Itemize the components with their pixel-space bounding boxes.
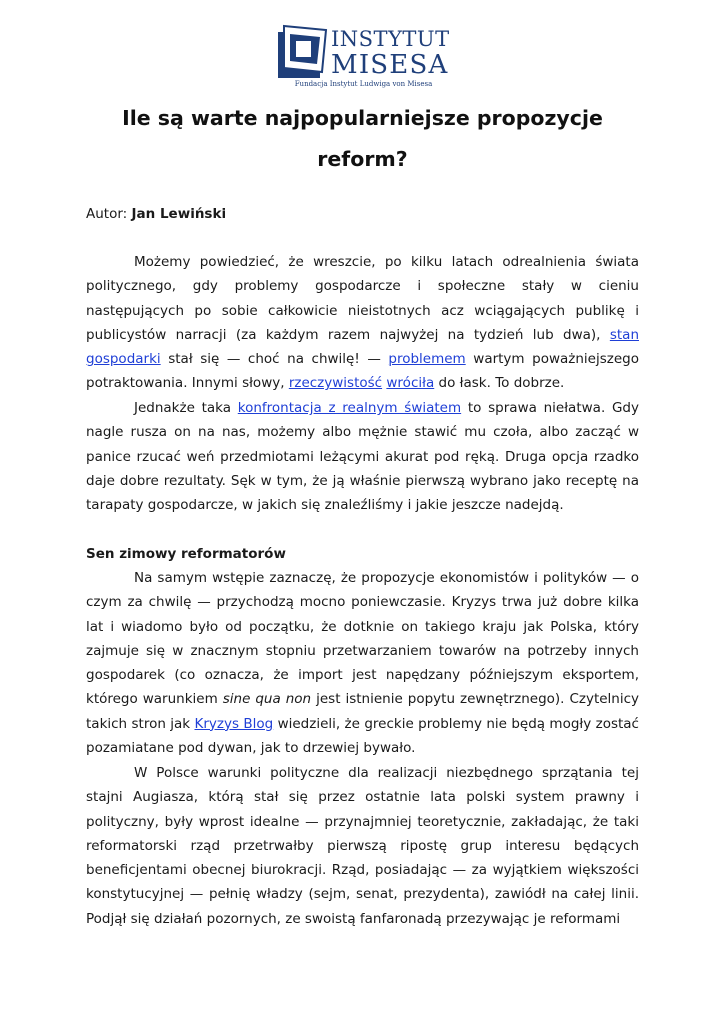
p3-text-3: wiedzieli, że greckie problemy nie będą mogły zostać pozamiatane pod dywan, jak to drzewiej bywało. <box>86 715 639 757</box>
p1-text-5: do łask. To dobrze. <box>434 375 565 392</box>
link-rzeczywistosc[interactable]: rzeczywistość <box>288 375 383 392</box>
paragraph-4 <box>86 761 639 931</box>
p2-text-2: to sprawa niełatwa. Gdy nagle rusza on na nas, możemy albo mężnie stawić mu czoła, albo zacząć w panice rzucać weń przedmiotami leżącymi akurat pod ręką. Druga opcja rzadko daje dobre rezultaty. Sęk w tym, że ją właśnie pierwszą wybrano jako receptę na tarapaty gospodarcze, w jakich się znaleźliśmy i jakie jeszcze nadejdą. <box>86 400 639 514</box>
link-stan-gospodarki[interactable]: stan gospodarki <box>86 326 639 368</box>
link-konfrontacja[interactable]: konfrontacja z realnym światem <box>237 400 462 416</box>
p1-text-1: Możemy powiedzieć, że wreszcie, po kilku latach odrealnienia świata politycznego, gdy problemy gospodarcze i społeczne stały w cieniu następujących po sobie całkowicie nieistotnych acz wciągających publikę i publicystów narracji (za każdym razem najwyżej na tydzień lub dwa), <box>86 254 639 343</box>
section-heading: Sen zimowy reformatorów <box>86 546 286 562</box>
link-problemem[interactable]: problemem <box>388 351 466 368</box>
author-line <box>86 203 226 225</box>
p3-text-1: Na samym wstępie zaznaczę, że propozycje ekonomistów i polityków — o czym za chwilę — przychodzą mocno poniewczasie. Kryzys trwa już dobre kilka lat i wiadomo było od początku, że dotknie on takiego kraju jak Polska, który zajmuje się w znacznym stopniu przetwarzaniem towarów na potrzeby innych gospodarek (co oznacza, że import jest napędzany późniejszym eksportem, którego warunkiem <box>86 570 639 708</box>
title-line-2: reform? <box>317 147 408 171</box>
p2-text-1: Jednakże taka <box>134 400 238 416</box>
paragraph-1 <box>86 250 639 396</box>
logo-line-2: MISESA <box>331 50 449 80</box>
title-line-1: Ile są warte najpopularniejsze propozycje <box>122 106 603 130</box>
logo-emblem-icon <box>276 24 328 80</box>
p3-emphasis: sine qua non <box>222 691 312 708</box>
p1-text-2: stał się — choć na chwilę! — <box>160 351 389 368</box>
logo-tagline: Fundacja Instytut Ludwiga von Misesa <box>294 80 433 88</box>
p1-text-3: wartym poważniejszego potraktowania. Innymi słowy, <box>86 351 639 392</box>
link-wrocila[interactable]: wróciła <box>386 375 435 392</box>
author-name: Jan Lewiński <box>131 206 227 222</box>
author-label: Autor: <box>86 206 128 222</box>
instytut-misesa-logo[interactable] <box>276 24 451 90</box>
logo-line-1: INSTYTUT <box>331 27 450 51</box>
p3-text-2: jest istnienie popytu zewnętrznego). Czytelnicy takich stron jak <box>86 691 640 732</box>
p4-text-1: W Polsce warunki polityczne dla realizacji niezbędnego sprzątania tej stajni Augiasza, którą stał się przez ostatnie lata polski system prawny i polityczny, były wprost idealne — przynajmniej teoretycznie, zakładając, że taki reformatorski rząd przetrwałby pierwszą ripostę grup interesu będących beneficjentami obecnej biurokracji. Rząd, posiadając — za wyjątkiem większości konstytucyjnej — pełnię władzy (sejm, senat, prezydenta), zawiódł na całej linii. Podjął się działań pozornych, ze swoistą fanfaronadą przezywając je reformami <box>86 765 639 927</box>
paragraph-2 <box>86 396 639 517</box>
paragraph-3 <box>86 566 639 760</box>
link-kryzys-blog[interactable]: Kryzys Blog <box>194 715 274 732</box>
article-title <box>86 98 639 180</box>
